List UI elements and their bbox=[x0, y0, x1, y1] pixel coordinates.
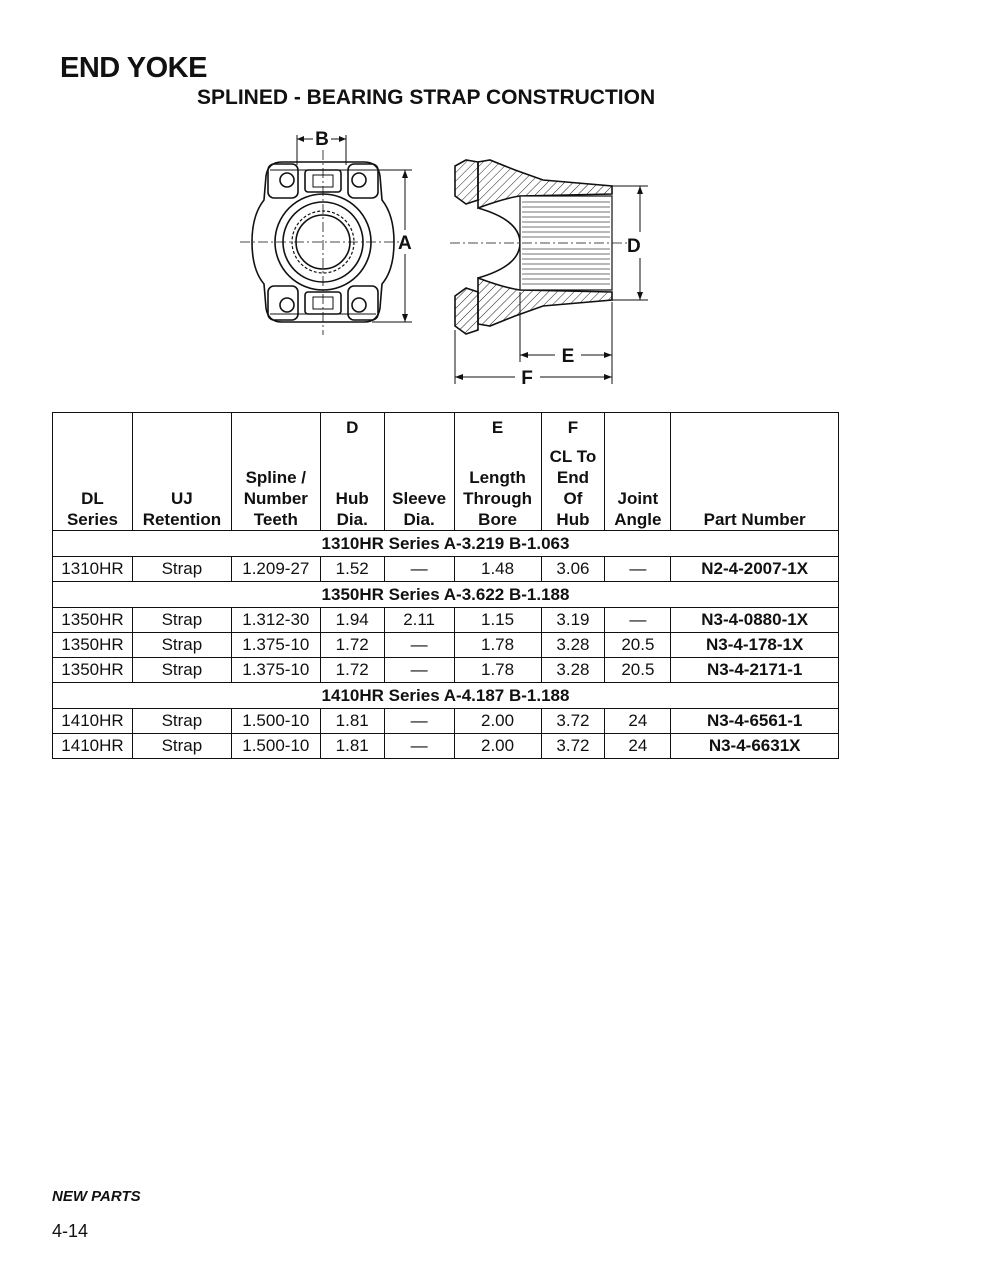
cell-hub-dia: 1.72 bbox=[320, 658, 384, 683]
cell-uj-retention: Strap bbox=[132, 557, 231, 582]
header-spline: Spline / Number Teeth bbox=[231, 413, 320, 531]
cell-hub-dia: 1.72 bbox=[320, 633, 384, 658]
cell-uj-retention: Strap bbox=[132, 658, 231, 683]
cell-length: 1.48 bbox=[454, 557, 541, 582]
cell-spline: 1.375-10 bbox=[231, 633, 320, 658]
series-heading: 1310HR Series A-3.219 B-1.063 bbox=[53, 531, 839, 557]
new-parts-label: NEW PARTS bbox=[52, 1188, 141, 1205]
cell-sleeve-dia: — bbox=[384, 734, 454, 759]
end-yoke-drawing bbox=[0, 0, 986, 400]
cell-joint-angle: — bbox=[605, 557, 671, 582]
table-row bbox=[53, 633, 839, 658]
cell-spline: 1.209-27 bbox=[231, 557, 320, 582]
table-row bbox=[53, 734, 839, 759]
page-number: 4-14 bbox=[52, 1221, 89, 1241]
front-view bbox=[240, 135, 412, 335]
cell-cl-to-end: 3.72 bbox=[541, 709, 605, 734]
header-dl-series: DL Series bbox=[53, 413, 133, 531]
header-hub-dia: D Hub Dia. bbox=[320, 413, 384, 531]
cell-spline: 1.500-10 bbox=[231, 709, 320, 734]
header-uj-retention: UJ Retention bbox=[132, 413, 231, 531]
cell-sleeve-dia: — bbox=[384, 633, 454, 658]
header-cl-to-end-of-hub: F CL To End Of Hub bbox=[541, 413, 605, 531]
cell-cl-to-end: 3.28 bbox=[541, 633, 605, 658]
cell-sleeve-dia: 2.11 bbox=[384, 608, 454, 633]
cell-part-number: N3-4-6561-1 bbox=[671, 709, 839, 734]
cell-length: 1.78 bbox=[454, 633, 541, 658]
table-row bbox=[53, 709, 839, 734]
cell-length: 2.00 bbox=[454, 709, 541, 734]
spec-table bbox=[52, 412, 839, 759]
cell-uj-retention: Strap bbox=[132, 709, 231, 734]
cell-sleeve-dia: — bbox=[384, 557, 454, 582]
dim-label-d: D bbox=[627, 236, 641, 257]
cell-spline: 1.500-10 bbox=[231, 734, 320, 759]
cell-dl-series: 1350HR bbox=[53, 658, 133, 683]
page-subtitle: SPLINED - BEARING STRAP CONSTRUCTION bbox=[197, 86, 656, 109]
header-sleeve-dia: Sleeve Dia. bbox=[384, 413, 454, 531]
cell-hub-dia: 1.94 bbox=[320, 608, 384, 633]
table-row bbox=[53, 557, 839, 582]
table-row bbox=[53, 608, 839, 633]
cell-uj-retention: Strap bbox=[132, 608, 231, 633]
dim-label-a: A bbox=[398, 233, 412, 254]
dim-label-b: B bbox=[315, 129, 329, 150]
cell-length: 1.15 bbox=[454, 608, 541, 633]
cell-cl-to-end: 3.72 bbox=[541, 734, 605, 759]
header-joint-angle: Joint Angle bbox=[605, 413, 671, 531]
header-part-number: Part Number bbox=[671, 413, 839, 531]
series-heading: 1410HR Series A-4.187 B-1.188 bbox=[53, 683, 839, 709]
cell-dl-series: 1310HR bbox=[53, 557, 133, 582]
cell-hub-dia: 1.81 bbox=[320, 734, 384, 759]
header-length-through-bore: E Length Through Bore bbox=[454, 413, 541, 531]
cell-dl-series: 1350HR bbox=[53, 633, 133, 658]
cell-cl-to-end: 3.28 bbox=[541, 658, 605, 683]
side-view bbox=[455, 160, 612, 334]
cell-spline: 1.375-10 bbox=[231, 658, 320, 683]
cell-spline: 1.312-30 bbox=[231, 608, 320, 633]
cell-uj-retention: Strap bbox=[132, 734, 231, 759]
cell-sleeve-dia: — bbox=[384, 709, 454, 734]
cell-joint-angle: 20.5 bbox=[605, 633, 671, 658]
cell-cl-to-end: 3.19 bbox=[541, 608, 605, 633]
cell-part-number: N3-4-6631X bbox=[671, 734, 839, 759]
cell-dl-series: 1410HR bbox=[53, 734, 133, 759]
cell-hub-dia: 1.81 bbox=[320, 709, 384, 734]
cell-joint-angle: 24 bbox=[605, 734, 671, 759]
table-row bbox=[53, 658, 839, 683]
cell-hub-dia: 1.52 bbox=[320, 557, 384, 582]
cell-part-number: N3-4-178-1X bbox=[671, 633, 839, 658]
cell-dl-series: 1410HR bbox=[53, 709, 133, 734]
page-title: END YOKE bbox=[60, 52, 207, 84]
cell-length: 1.78 bbox=[454, 658, 541, 683]
cell-part-number: N3-4-0880-1X bbox=[671, 608, 839, 633]
cell-part-number: N3-4-2171-1 bbox=[671, 658, 839, 683]
series-heading: 1350HR Series A-3.622 B-1.188 bbox=[53, 582, 839, 608]
cell-part-number: N2-4-2007-1X bbox=[671, 557, 839, 582]
cell-dl-series: 1350HR bbox=[53, 608, 133, 633]
dim-label-e: E bbox=[561, 346, 575, 367]
cell-joint-angle: — bbox=[605, 608, 671, 633]
cell-cl-to-end: 3.06 bbox=[541, 557, 605, 582]
cell-length: 2.00 bbox=[454, 734, 541, 759]
cell-sleeve-dia: — bbox=[384, 658, 454, 683]
dim-label-f: F bbox=[521, 368, 533, 389]
cell-uj-retention: Strap bbox=[132, 633, 231, 658]
cell-joint-angle: 20.5 bbox=[605, 658, 671, 683]
cell-joint-angle: 24 bbox=[605, 709, 671, 734]
